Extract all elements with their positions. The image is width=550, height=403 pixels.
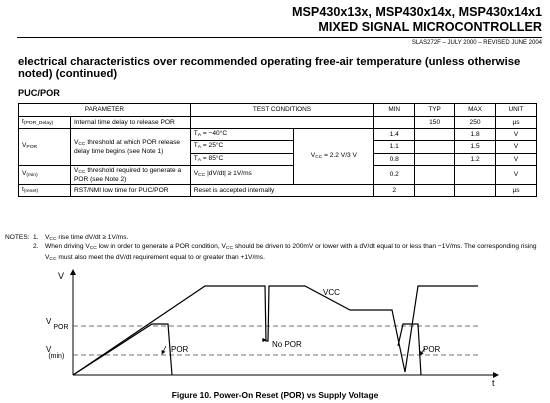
typ-value — [415, 129, 455, 141]
document-reference: SLAS272F – JULY 2000 – REVISED JUNE 2004 — [411, 40, 542, 46]
unit-value: µs — [496, 117, 537, 129]
header-title — [292, 5, 542, 35]
header-title-line2: MIXED SIGNAL MICROCONTROLLER — [318, 20, 542, 34]
typ-value — [415, 153, 455, 165]
shared-test-condition: $V_{CC} = 2.2$ V/3 V — [294, 129, 374, 185]
min-value: 1.1 — [374, 141, 415, 153]
typ-value — [415, 185, 455, 197]
max-value — [455, 165, 496, 184]
header-rule — [17, 37, 542, 38]
note-2: 2. When driving $V_{CC}$ low in order to generate a POR condition, $V_{CC}$ should be driven to 200mV or lower with a dV/dt equal to or less than −1V/ms. The corresponding rising $V_{CC}$ must also meet the dV/dt requirement equal to or greater than +1V/ms. — [33, 243, 537, 262]
unit-value: µs — [496, 185, 537, 197]
section-title: electrical characteristics over recommended operating free-air temperature (unless otherwise noted) (continued) — [18, 56, 521, 80]
min-value: 0.2 — [374, 165, 415, 184]
test-condition: $V_{CC}$ |dV/dt| ≥ 1V/ms — [190, 165, 294, 184]
unit-value: V — [496, 141, 537, 153]
por-signal-2 — [398, 324, 421, 375]
test-condition: $T_A = 85^\circ C$ — [190, 153, 294, 165]
y-axis-label: V — [58, 271, 65, 281]
vcc-waveform — [73, 286, 478, 375]
por-arrow-1 — [162, 346, 166, 354]
param-symbol: $t_{(reset)}$ — [19, 185, 71, 197]
table-row — [19, 185, 537, 197]
por-timing-diagram — [0, 262, 550, 388]
vpor-label: VPOR — [46, 317, 69, 331]
test-condition: $T_A = 25^\circ C$ — [190, 141, 294, 153]
col-header-test-conditions: TEST CONDITIONS — [190, 104, 374, 117]
test-condition — [190, 117, 374, 129]
param-symbol: $V_{(min)}$ — [19, 165, 71, 184]
max-value — [455, 185, 496, 197]
min-value: 2 — [374, 185, 415, 197]
col-header-typ: TYP — [415, 104, 455, 117]
notes-label: NOTES: — [5, 234, 30, 241]
typ-value: 150 — [415, 117, 455, 129]
x-axis-label: t — [492, 378, 495, 388]
table-header-row — [19, 104, 537, 117]
section-subtitle: PUC/POR — [18, 88, 60, 98]
no-por-label: No POR — [272, 340, 302, 349]
col-header-unit: UNIT — [496, 104, 537, 117]
col-header-max: MAX — [455, 104, 496, 117]
param-description: $V_{CC}$ threshold required to generate a POR (see Note 2) — [70, 165, 190, 184]
typ-value — [415, 141, 455, 153]
col-header-min: MIN — [374, 104, 415, 117]
por-label-2: POR — [423, 345, 441, 354]
max-value: 1.8 — [455, 129, 496, 141]
vcc-label: VCC — [323, 288, 340, 297]
unit-value: V — [496, 153, 537, 165]
max-value: 1.5 — [455, 141, 496, 153]
test-condition: $T_A = -40^\circ C$ — [190, 129, 294, 141]
min-value: 1.4 — [374, 129, 415, 141]
max-value: 1.2 — [455, 153, 496, 165]
max-value: 250 — [455, 117, 496, 129]
min-value — [374, 117, 415, 129]
electrical-characteristics-table — [18, 103, 537, 197]
header-title-line1: MSP430x13x, MSP430x14x, MSP430x14x1 — [292, 5, 542, 19]
note-1: 1. $V_{CC}$ rise time dV/dt ≥ 1V/ms. — [33, 234, 129, 242]
min-value: 0.8 — [374, 153, 415, 165]
table-row — [19, 129, 537, 141]
figure-caption: Figure 10. Power-On Reset (POR) vs Supply Voltage — [171, 390, 379, 400]
test-condition: Reset is accepted internally — [190, 185, 374, 197]
col-header-parameter: PARAMETER — [19, 104, 191, 117]
table-row — [19, 117, 537, 129]
param-description: Internal time delay to release POR — [70, 117, 190, 129]
table-row — [19, 165, 537, 184]
vmin-label: V (min) — [46, 345, 65, 360]
param-description: $V_{CC}$ threshold at which POR release delay time begins (see Note 1) — [70, 129, 190, 166]
param-description: RST/NMI low time for PUC/POR — [70, 185, 190, 197]
por-signal-1 — [73, 324, 172, 375]
typ-value — [415, 165, 455, 184]
param-symbol: $t_{(POR\_Delay)}$ — [19, 117, 71, 129]
param-symbol: $V_{POR}$ — [19, 129, 71, 166]
por-label-1: POR — [171, 345, 189, 354]
unit-value: V — [496, 129, 537, 141]
unit-value: V — [496, 165, 537, 184]
